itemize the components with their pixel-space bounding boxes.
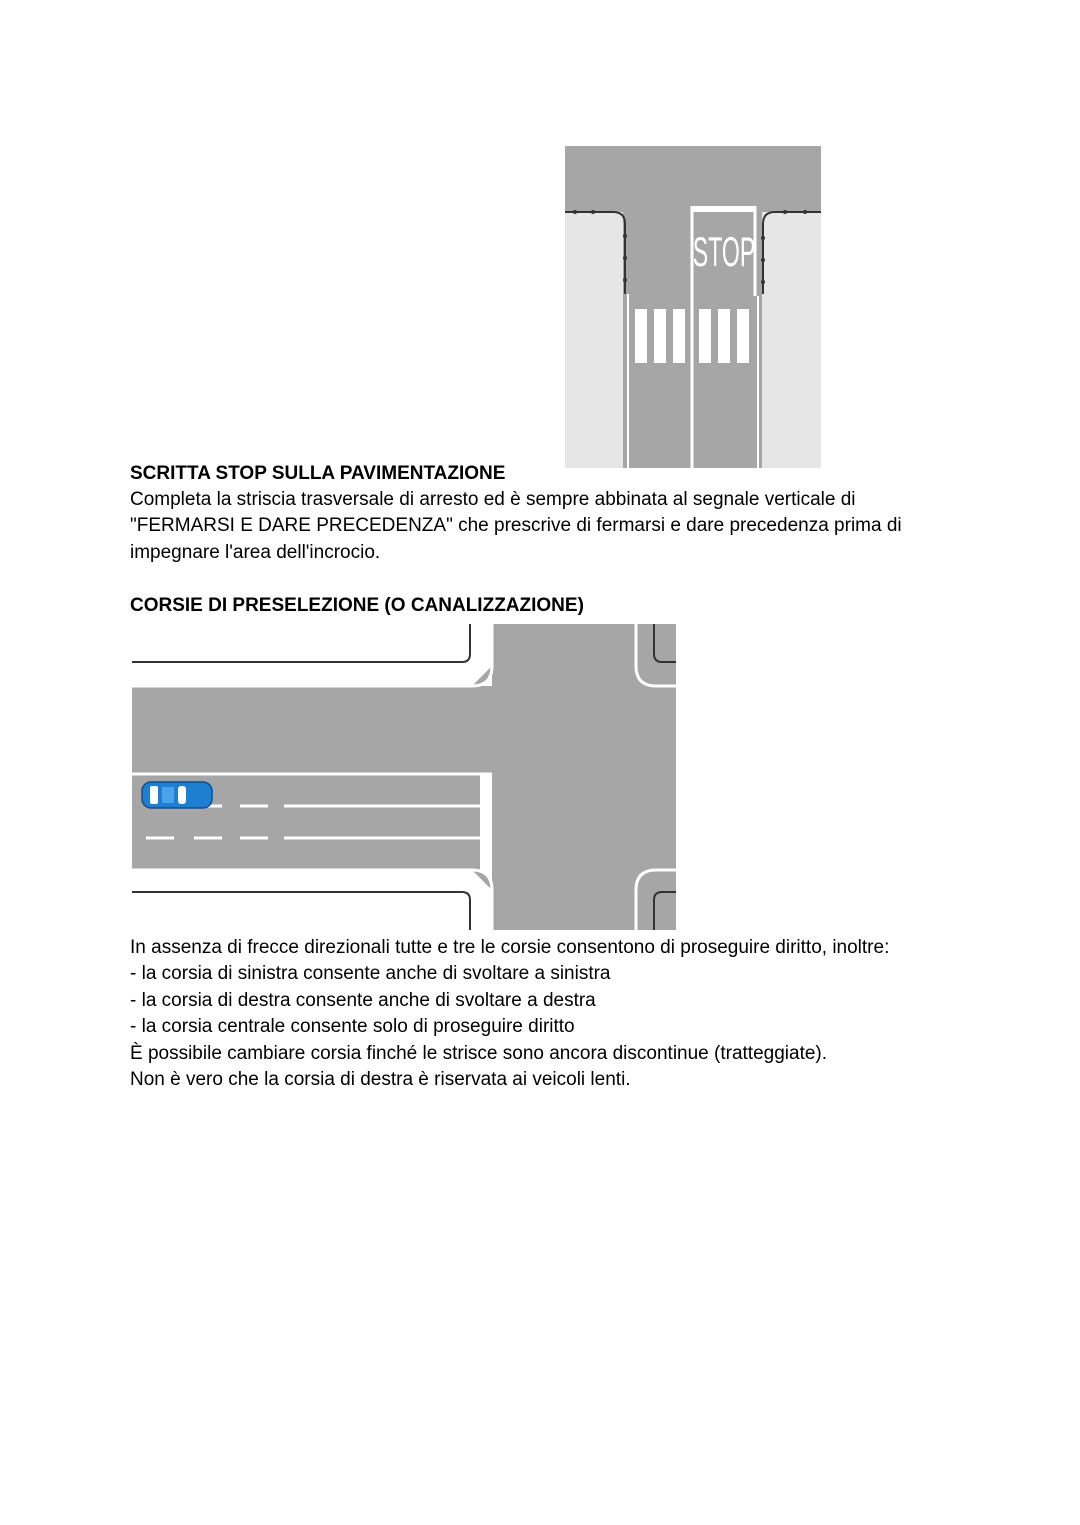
section-paragraph-stop: [130, 487, 970, 566]
text-line: In assenza di frecce direzionali tutte e tre le corsie consentono di proseguire diritto, inoltre:: [130, 937, 890, 958]
stop-marking-illustration: [565, 146, 821, 468]
section-heading-stop: SCRITTA STOP SULLA PAVIMENTAZIONE: [130, 463, 506, 484]
text-line: Non è vero che la corsia di destra è riservata ai veicoli lenti.: [130, 1069, 631, 1091]
curb-top-left: [132, 624, 470, 662]
vertical-road: [492, 624, 676, 930]
stop-line: [692, 206, 756, 212]
stop-line: [480, 774, 492, 870]
text-line: "FERMARSI E DARE PRECEDENZA" che prescrive di fermarsi e dare precedenza prima di: [130, 515, 902, 537]
text-line: È possibile cambiare corsia finché le strisce sono ancora discontinue (tratteggiate).: [130, 1042, 828, 1064]
stop-road-text: STOP: [692, 228, 756, 276]
section-paragraph-lanes: [130, 935, 970, 1093]
text-line: - la corsia di destra consente anche di svoltare a destra: [130, 989, 596, 1011]
blue-car: [142, 782, 212, 808]
road-edge-bottom-left: [132, 870, 492, 930]
curb-bottom-left: [132, 892, 470, 930]
text-line: impegnare l'area dell'incrocio.: [130, 541, 381, 563]
road-edge-top-left: [132, 624, 492, 686]
text-line: - la corsia di sinistra consente anche di svoltare a sinistra: [130, 963, 611, 985]
sidewalk-left: [565, 206, 627, 468]
sidewalk-right: [758, 206, 821, 468]
preselection-lanes-illustration: [132, 624, 676, 930]
text-line: - la corsia centrale consente solo di proseguire diritto: [130, 1016, 575, 1038]
section-heading-lanes: CORSIE DI PRESELEZIONE (O CANALIZZAZIONE): [130, 595, 584, 616]
text-line: Completa la striscia trasversale di arresto ed è sempre abbinata al segnale verticale di: [130, 489, 856, 510]
